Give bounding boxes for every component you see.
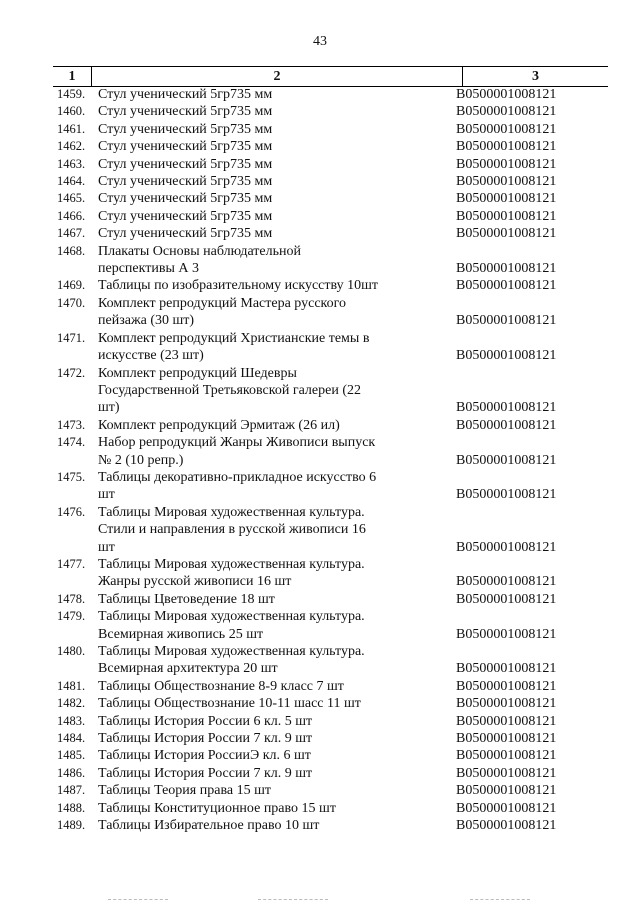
item-name xyxy=(98,800,398,817)
row-number: 1471. xyxy=(57,330,86,345)
bottom-dashed-rule xyxy=(258,899,328,900)
item-name xyxy=(98,504,398,556)
item-name-line: Стул ученический 5гр735 мм xyxy=(98,156,273,172)
item-code: B0500001008121 xyxy=(456,87,557,102)
row-number: 1475. xyxy=(57,469,86,484)
row-number: 1464. xyxy=(57,174,86,189)
table-row xyxy=(53,190,613,207)
row-number: 1462. xyxy=(57,139,86,154)
item-name-line: искусстве (23 шт) xyxy=(98,348,204,364)
item-name-line: шт) xyxy=(98,400,120,416)
item-name xyxy=(98,695,398,712)
item-name-line: Таблицы Мировая художественная культура. xyxy=(98,556,365,572)
item-name-line: Таблицы Мировая художественная культура. xyxy=(98,504,365,520)
row-number: 1489. xyxy=(57,818,86,833)
item-code: B0500001008121 xyxy=(456,313,557,329)
item-name-line: Жанры русской живописи 16 шт xyxy=(98,574,292,590)
item-name-line: Таблицы декоративно-прикладное искусство 6 xyxy=(98,469,377,485)
item-name-line: Таблицы Теория права 15 шт xyxy=(98,783,271,799)
item-code: B0500001008121 xyxy=(456,348,557,364)
item-code: B0500001008121 xyxy=(456,121,557,137)
item-code: B0500001008121 xyxy=(456,208,557,224)
row-number: 1482. xyxy=(57,696,86,711)
item-code: B0500001008121 xyxy=(456,156,557,172)
column-header-2: 2 xyxy=(92,67,463,86)
item-name-line: Таблицы Мировая художественная культура. xyxy=(98,609,365,625)
item-name xyxy=(98,643,398,678)
item-name-line: Комплект репродукций Мастера русского xyxy=(98,295,347,311)
bottom-dashed-rule xyxy=(470,899,530,900)
column-header-1: 1 xyxy=(53,67,92,86)
row-number: 1465. xyxy=(57,191,86,206)
item-name xyxy=(98,103,398,120)
row-number: 1478. xyxy=(57,591,86,606)
table-row xyxy=(53,556,613,591)
item-name-line: Комплект репродукций Христианские темы в xyxy=(98,330,370,346)
table-row xyxy=(53,208,613,225)
item-code: B0500001008121 xyxy=(456,400,557,416)
item-name-line: Комплект репродукций Шедевры xyxy=(98,365,297,381)
table-row xyxy=(53,747,613,764)
table-row xyxy=(53,730,613,747)
table-row xyxy=(53,138,613,155)
item-code: B0500001008121 xyxy=(456,261,557,277)
item-code: B0500001008121 xyxy=(456,713,557,729)
table-row xyxy=(53,417,613,434)
table-body xyxy=(53,86,613,834)
item-code: B0500001008121 xyxy=(456,278,557,294)
item-name xyxy=(98,469,398,504)
item-name-line: Стул ученический 5гр735 мм xyxy=(98,139,273,155)
item-name-line: Плакаты Основы наблюдательной xyxy=(98,243,301,259)
item-name xyxy=(98,782,398,799)
item-code: B0500001008121 xyxy=(456,661,557,677)
item-code: B0500001008121 xyxy=(456,417,557,433)
item-name-line: Стул ученический 5гр735 мм xyxy=(98,174,273,190)
item-name xyxy=(98,765,398,782)
row-number: 1461. xyxy=(57,121,86,136)
item-name xyxy=(98,434,398,469)
item-name-line: Таблицы Цветоведение 18 шт xyxy=(98,591,275,607)
row-number: 1459. xyxy=(57,87,86,101)
item-code: B0500001008121 xyxy=(456,452,557,468)
item-name xyxy=(98,138,398,155)
item-code: B0500001008121 xyxy=(456,696,557,712)
item-name-line: Таблицы История России 7 кл. 9 шт xyxy=(98,765,313,781)
table-row xyxy=(53,713,613,730)
row-number: 1486. xyxy=(57,765,86,780)
item-name-line: Стул ученический 5гр735 мм xyxy=(98,226,273,242)
table-row xyxy=(53,608,613,643)
row-number: 1479. xyxy=(57,609,86,624)
item-code: B0500001008121 xyxy=(456,574,557,590)
bottom-dashed-rule xyxy=(108,899,168,900)
table-row xyxy=(53,243,613,278)
item-name xyxy=(98,190,398,207)
row-number: 1469. xyxy=(57,278,86,293)
row-number: 1460. xyxy=(57,104,86,119)
table-row xyxy=(53,765,613,782)
table-header xyxy=(53,66,608,87)
row-number: 1476. xyxy=(57,504,86,519)
item-name-line: Таблицы История РоссииЭ кл. 6 шт xyxy=(98,748,311,764)
item-code: B0500001008121 xyxy=(456,626,557,642)
item-code: B0500001008121 xyxy=(456,191,557,207)
item-name xyxy=(98,173,398,190)
item-code: B0500001008121 xyxy=(456,487,557,503)
row-number: 1487. xyxy=(57,783,86,798)
row-number: 1483. xyxy=(57,713,86,728)
row-number: 1466. xyxy=(57,208,86,223)
column-header-3: 3 xyxy=(532,69,539,84)
table-row xyxy=(53,121,613,138)
row-number: 1474. xyxy=(57,435,86,450)
row-number: 1473. xyxy=(57,417,86,432)
item-code: B0500001008121 xyxy=(456,800,557,816)
item-code: B0500001008121 xyxy=(456,731,557,747)
item-name xyxy=(98,417,398,434)
table-row xyxy=(53,295,613,330)
item-name xyxy=(98,678,398,695)
page-number: 43 xyxy=(313,34,327,49)
item-name-line: Стул ученический 5гр735 мм xyxy=(98,104,273,120)
item-name xyxy=(98,591,398,608)
table-row xyxy=(53,173,613,190)
item-name-line: Таблицы История России 7 кл. 9 шт xyxy=(98,731,313,747)
item-code: B0500001008121 xyxy=(456,678,557,694)
table-row xyxy=(53,277,613,294)
item-name-line: Стул ученический 5гр735 мм xyxy=(98,191,273,207)
item-code: B0500001008121 xyxy=(456,818,557,834)
item-code: B0500001008121 xyxy=(456,748,557,764)
row-number: 1481. xyxy=(57,678,86,693)
row-number: 1485. xyxy=(57,748,86,763)
item-name xyxy=(98,86,398,103)
item-name-line: Таблицы Избирательное право 10 шт xyxy=(98,818,320,834)
item-name xyxy=(98,365,398,417)
item-code: B0500001008121 xyxy=(456,226,557,242)
item-code: B0500001008121 xyxy=(456,174,557,190)
table-row xyxy=(53,225,613,242)
item-name-line: перспективы А 3 xyxy=(98,261,199,277)
table-row xyxy=(53,434,613,469)
table-row xyxy=(53,365,613,417)
item-code: B0500001008121 xyxy=(456,765,557,781)
table-row xyxy=(53,330,613,365)
table-row xyxy=(53,86,613,103)
row-number: 1477. xyxy=(57,556,86,571)
item-name-line: Стул ученический 5гр735 мм xyxy=(98,87,273,102)
item-name xyxy=(98,121,398,138)
table-row xyxy=(53,817,613,834)
table-row xyxy=(53,156,613,173)
table-row xyxy=(53,800,613,817)
item-name xyxy=(98,330,398,365)
item-code: B0500001008121 xyxy=(456,104,557,120)
item-name-line: Стили и направления в русской живописи 16 xyxy=(98,522,366,538)
item-name xyxy=(98,277,398,294)
row-number: 1470. xyxy=(57,295,86,310)
item-name-line: Таблицы Конституционное право 15 шт xyxy=(98,800,336,816)
table-row xyxy=(53,695,613,712)
item-name-line: Таблицы Обществознание 8-9 класс 7 шт xyxy=(98,678,344,694)
item-name xyxy=(98,295,398,330)
row-number: 1472. xyxy=(57,365,86,380)
item-code: B0500001008121 xyxy=(456,139,557,155)
table-row xyxy=(53,591,613,608)
item-name xyxy=(98,156,398,173)
item-name xyxy=(98,817,398,834)
item-name-line: Стул ученический 5гр735 мм xyxy=(98,208,273,224)
table-row xyxy=(53,504,613,556)
row-number: 1467. xyxy=(57,226,86,241)
item-name-line: Таблицы Обществознание 10-11 шасс 11 шт xyxy=(98,696,361,712)
item-code: B0500001008121 xyxy=(456,591,557,607)
row-number: 1488. xyxy=(57,800,86,815)
table-row xyxy=(53,782,613,799)
table-row xyxy=(53,678,613,695)
item-name-line: Таблицы История России 6 кл. 5 шт xyxy=(98,713,313,729)
item-name-line: Стул ученический 5гр735 мм xyxy=(98,121,273,137)
row-number: 1484. xyxy=(57,731,86,746)
item-name-line: Всемирная живопись 25 шт xyxy=(98,626,264,642)
item-name xyxy=(98,713,398,730)
item-name-line: Государственной Третьяковской галереи (22 xyxy=(98,382,361,398)
item-name xyxy=(98,608,398,643)
row-number: 1468. xyxy=(57,243,86,258)
item-code: B0500001008121 xyxy=(456,783,557,799)
table-row xyxy=(53,103,613,120)
table-row xyxy=(53,469,613,504)
item-name-line: Набор репродукций Жанры Живописи выпуск xyxy=(98,435,376,451)
item-name xyxy=(98,747,398,764)
item-name xyxy=(98,208,398,225)
item-code: B0500001008121 xyxy=(456,539,557,555)
item-name xyxy=(98,556,398,591)
table-row xyxy=(53,643,613,678)
item-name-line: шт xyxy=(98,539,115,555)
item-name-line: Всемирная архитектура 20 шт xyxy=(98,661,278,677)
row-number: 1480. xyxy=(57,644,86,658)
item-name xyxy=(98,225,398,242)
item-name-line: Комплект репродукций Эрмитаж (26 ил) xyxy=(98,417,340,433)
item-name xyxy=(98,243,398,278)
row-number: 1463. xyxy=(57,156,86,171)
item-name-line: № 2 (10 репр.) xyxy=(98,452,184,468)
item-name-line: Таблицы по изобразительному искусству 10шт xyxy=(98,278,379,294)
item-name-line: шт xyxy=(98,487,115,503)
item-name-line: пейзажа (30 шт) xyxy=(98,313,195,329)
item-name xyxy=(98,730,398,747)
item-name-line: Таблицы Мировая художественная культура. xyxy=(98,644,365,659)
